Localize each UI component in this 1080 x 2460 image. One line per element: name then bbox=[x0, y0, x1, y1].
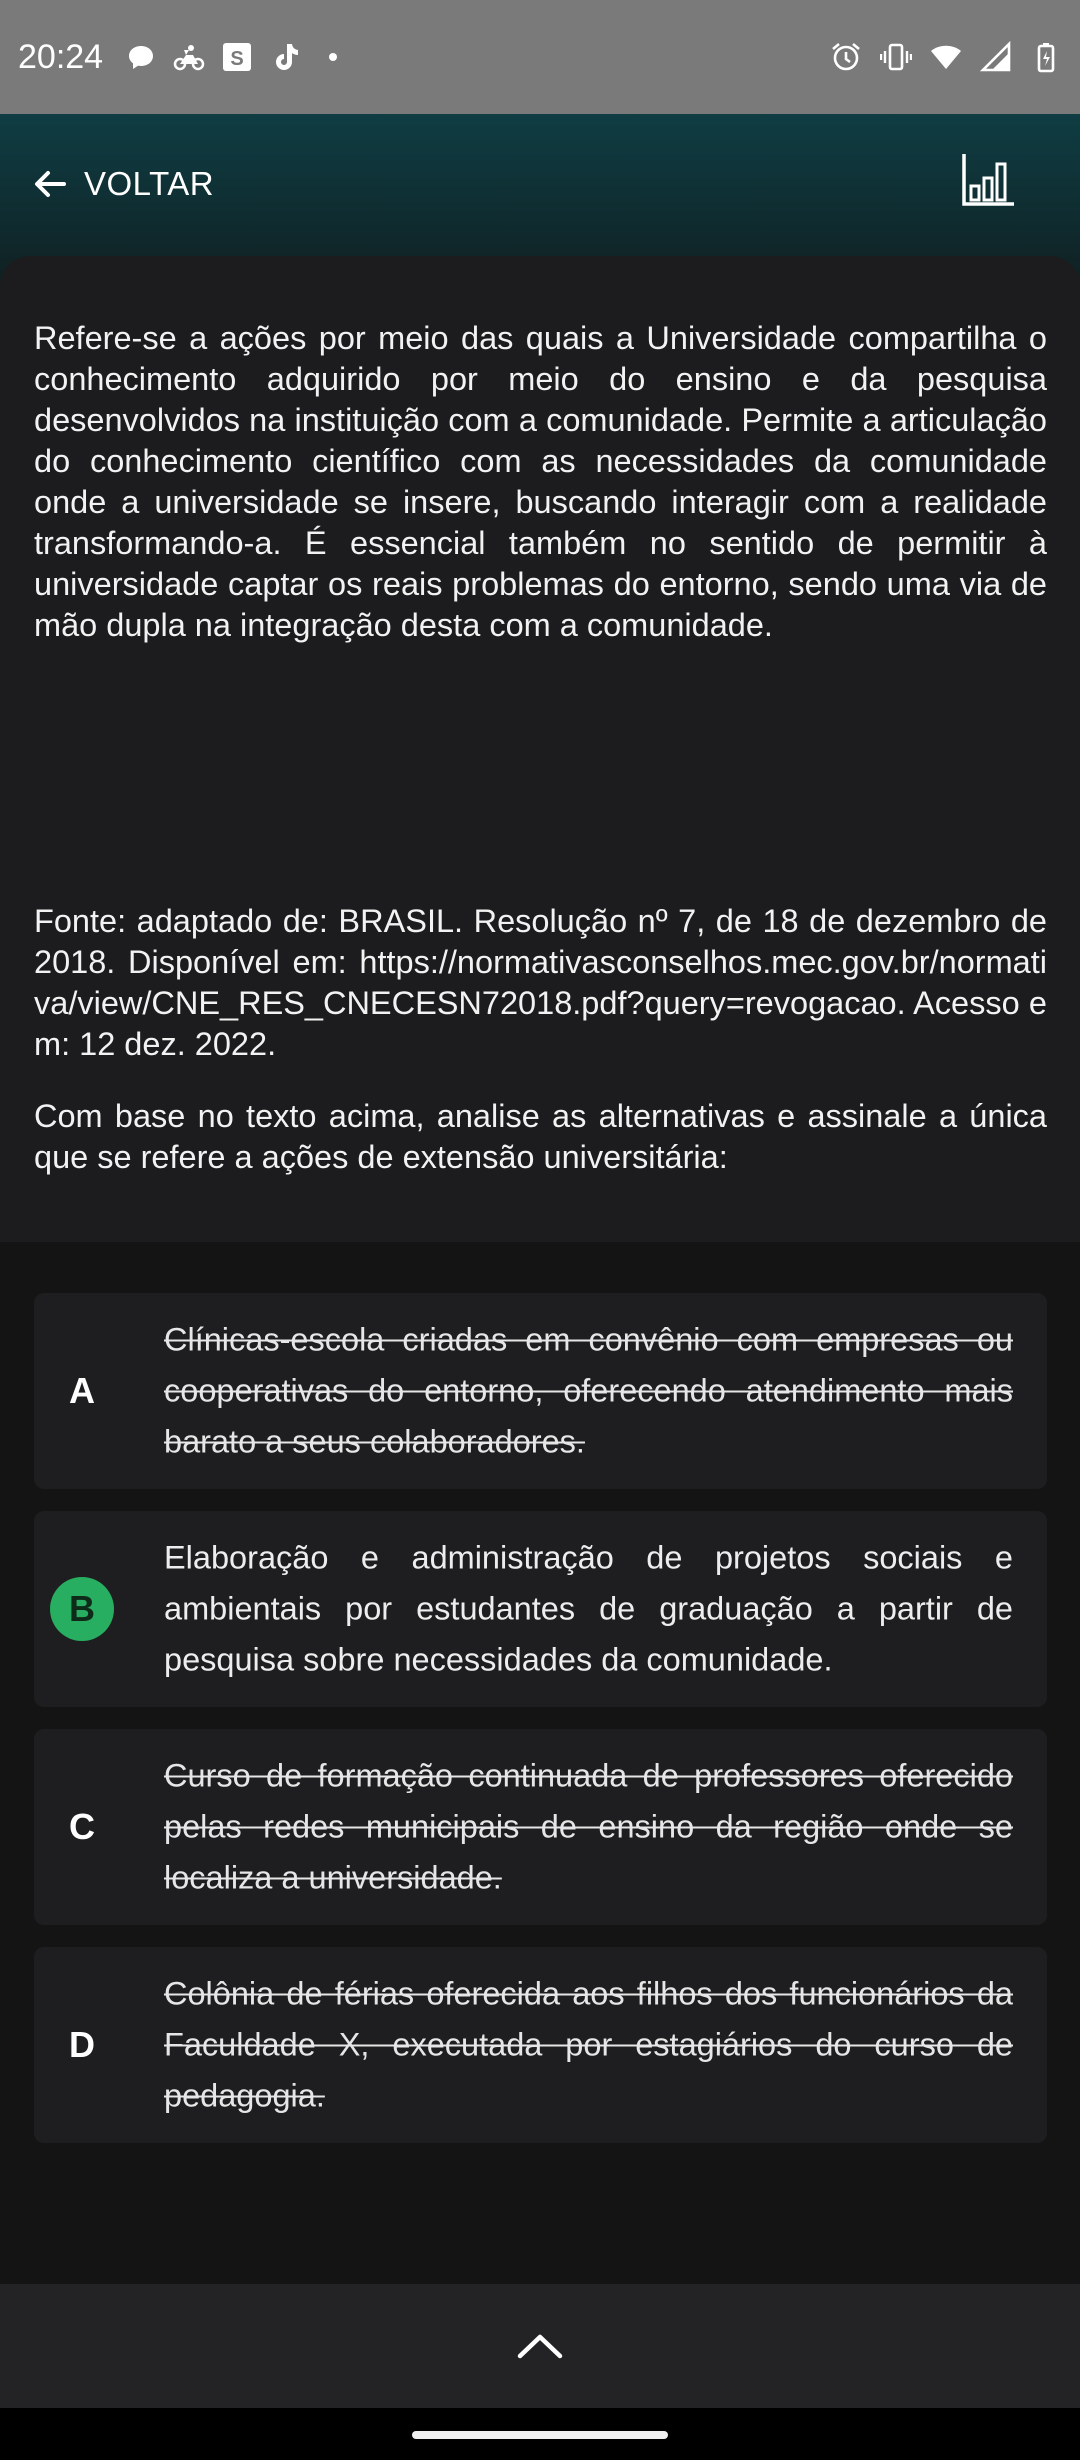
answer-options bbox=[34, 1293, 1047, 2165]
tiktok-icon bbox=[269, 41, 301, 73]
option-text: Colônia de férias oferecida aos filhos dos funcionários da Faculdade X, executada por estagiários do curso de pedagogia. bbox=[164, 1975, 1013, 2114]
option-a[interactable] bbox=[34, 1293, 1047, 1489]
chat-bubble-icon bbox=[125, 41, 157, 73]
option-letter-selected: B bbox=[50, 1577, 114, 1641]
system-nav-area bbox=[0, 2408, 1080, 2460]
dot-icon bbox=[317, 41, 349, 73]
stats-button[interactable] bbox=[958, 150, 1018, 210]
system-icons bbox=[830, 41, 1062, 73]
status-bar bbox=[0, 0, 1080, 114]
option-b[interactable] bbox=[34, 1511, 1047, 1707]
back-button[interactable] bbox=[30, 154, 214, 214]
alarm-icon bbox=[830, 41, 862, 73]
option-letter: C bbox=[69, 1806, 95, 1847]
chevron-up-icon bbox=[515, 2331, 565, 2361]
battery-icon bbox=[1030, 41, 1062, 73]
notification-icons bbox=[125, 41, 349, 73]
option-c[interactable] bbox=[34, 1729, 1047, 1925]
back-label: VOLTAR bbox=[84, 165, 215, 202]
option-text: Elaboração e administração de projetos sociais e ambientais por estudantes de graduação a partir de pesquisa sobre necessidades da comunidade. bbox=[164, 1539, 1013, 1678]
svg-text:S: S bbox=[230, 48, 244, 70]
question-source: Fonte: adaptado de: BRASIL. Resolução nº 7, de 18 de dezembro de 2018. Disponível em: https://normativasconselhos.mec.gov.br/normativa/view/CNE_RES_CNECESN72018.pdf?query=revogacao. Acesso em: 12 dez. 2022. bbox=[34, 903, 1047, 1062]
option-text: Clínicas-escola criadas em convênio com empresas ou cooperativas do entorno, oferecendo atendimento mais barato a seus colaboradores. bbox=[164, 1321, 1013, 1460]
square-s-icon bbox=[221, 41, 253, 73]
vibrate-icon bbox=[880, 41, 912, 73]
arrow-left-icon bbox=[30, 164, 70, 204]
bar-chart-icon bbox=[958, 150, 1018, 210]
question-statement: Refere-se a ações por meio das quais a Universidade compartilha o conhecimento adquirido por meio do ensino e da pesquisa desenvolvidos na instituição com a comunidade. Permite a articulação do conhecimento científico com as necessidades da comunidade onde a universidade se insere, buscando interagir com a realidade transformando-a. É essencial também no sentido de permitir à universidade captar os reais problemas do entorno, sendo uma via de mão dupla na integração desta com a comunidade. bbox=[34, 320, 1047, 643]
expand-button[interactable] bbox=[510, 2316, 570, 2376]
question-prompt: Com base no texto acima, analise as alternativas e assinale a única que se refere a ações de extensão universitária: bbox=[34, 1098, 1047, 1175]
option-text: Curso de formação continuada de professores oferecido pelas redes municipais de ensino da região onde se localiza a universidade. bbox=[164, 1757, 1013, 1896]
motorbike-icon bbox=[173, 41, 205, 73]
signal-icon bbox=[980, 41, 1012, 73]
status-time: 20:24 bbox=[18, 37, 104, 76]
option-d[interactable] bbox=[34, 1947, 1047, 2143]
option-letter: D bbox=[69, 2024, 95, 2065]
wifi-icon bbox=[930, 41, 962, 73]
bottom-bar bbox=[0, 2284, 1080, 2408]
question-card bbox=[0, 256, 1080, 1242]
option-letter: A bbox=[69, 1370, 95, 1411]
home-indicator[interactable] bbox=[412, 2431, 668, 2439]
